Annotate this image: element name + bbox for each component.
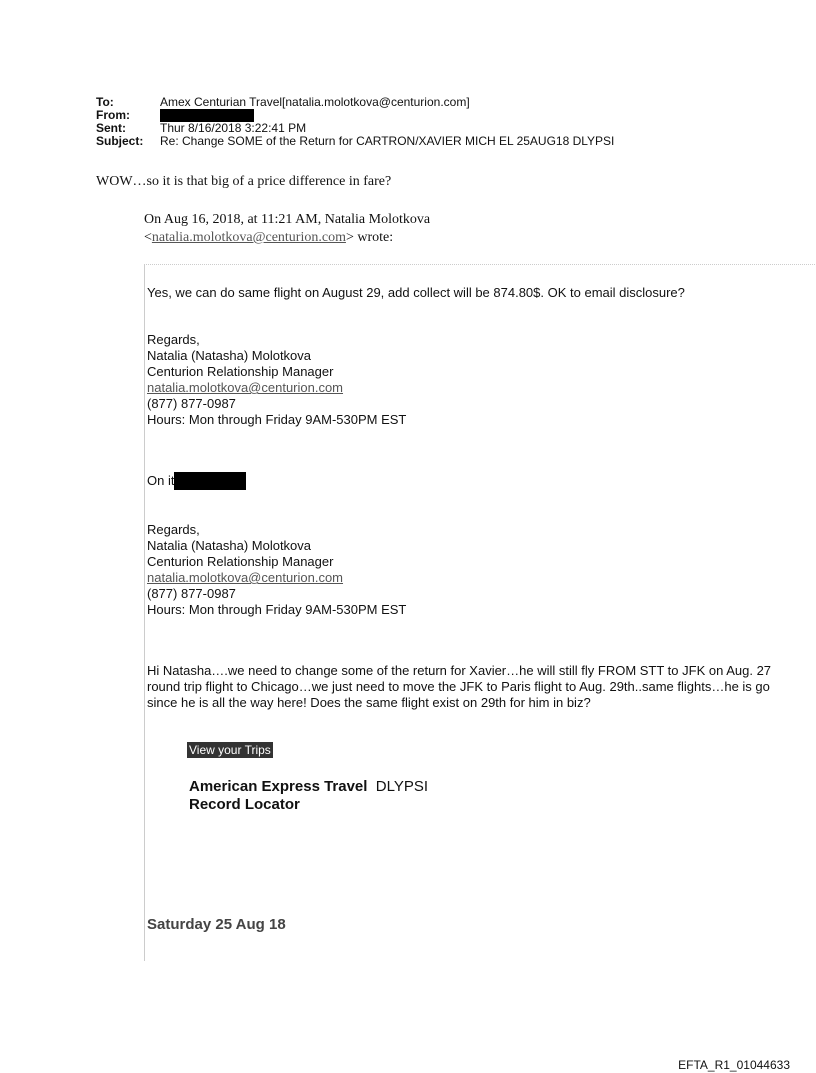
sig1-name: Natalia (Natasha) Molotkova [147, 348, 312, 363]
to-row [96, 96, 614, 109]
sent-label: Sent: [96, 121, 126, 135]
sig1-phone: (877) 877-0987 [147, 396, 236, 411]
amex-brand: American Express Travel [189, 778, 368, 795]
document-id: EFTA_R1_01044633 [678, 1058, 790, 1072]
reply-text: WOW…so it is that big of a price difference in fare? [96, 174, 392, 189]
sig2-regards: Regards, [147, 522, 200, 537]
quote-intro-end: > wrote: [345, 230, 394, 245]
sig2-title: Centurion Relationship Manager [147, 554, 334, 569]
sent-value: Thur 8/16/2018 3:22:41 PM [160, 121, 307, 135]
message3-line1: Hi Natasha….we need to change some of the return for Xavier…he will still fly FROM STT to JFK on Aug. 27 [147, 663, 772, 678]
to-value: Amex Centurian Travel[natalia.molotkova@centurion.com] [160, 95, 470, 109]
sig1-email-link[interactable]: natalia.molotkova@centurion.com [147, 380, 344, 395]
signature-block-1 [147, 332, 406, 428]
message2-redaction [174, 472, 246, 490]
message2-prefix: On it [147, 473, 175, 488]
sig1-title: Centurion Relationship Manager [147, 364, 334, 379]
message3-line3: since he is all the way here! Does the same flight exist on 29th for him in biz? [147, 695, 591, 710]
message3-line2: round trip flight to Chicago…we just need to move the JFK to Paris flight to Aug. 29th..same flights…he is go [147, 679, 770, 694]
subject-value: Re: Change SOME of the Return for CARTRON/XAVIER MICH EL 25AUG18 DLYPSI [160, 134, 615, 148]
sig2-name: Natalia (Natasha) Molotkova [147, 538, 312, 553]
record-locator-label: Record Locator [189, 796, 300, 813]
quote-intro [144, 211, 430, 247]
quoted-thread [144, 264, 816, 961]
quote-intro-line2 [144, 229, 430, 247]
email-header [96, 96, 614, 148]
quote-intro-line1: On Aug 16, 2018, at 11:21 AM, Natalia Molotkova [144, 212, 431, 227]
amex-travel-block [189, 778, 428, 814]
sig2-email-link[interactable]: natalia.molotkova@centurion.com [147, 570, 344, 585]
subject-row [96, 135, 614, 148]
quote-intro-email-link[interactable]: natalia.molotkova@centurion.com [151, 230, 346, 245]
message3 [147, 663, 771, 711]
record-locator-code: DLYPSI [375, 778, 429, 795]
to-label: To: [96, 95, 114, 109]
sig1-hours: Hours: Mon through Friday 9AM-530PM EST [147, 412, 407, 427]
sig2-phone: (877) 877-0987 [147, 586, 236, 601]
sig2-hours: Hours: Mon through Friday 9AM-530PM EST [147, 602, 407, 617]
quote-intro-lt: < [144, 230, 152, 245]
message1-text: Yes, we can do same flight on August 29, add collect will be 874.80$. OK to email disclosure? [147, 285, 685, 300]
amex-brand-row [189, 778, 428, 796]
message2 [147, 472, 246, 490]
view-trips-button[interactable]: View your Trips [189, 743, 271, 757]
trip-date-heading: Saturday 25 Aug 18 [147, 916, 286, 933]
subject-label: Subject: [96, 134, 144, 148]
from-label: From: [96, 108, 130, 122]
signature-block-2 [147, 522, 406, 618]
sig1-regards: Regards, [147, 332, 200, 347]
